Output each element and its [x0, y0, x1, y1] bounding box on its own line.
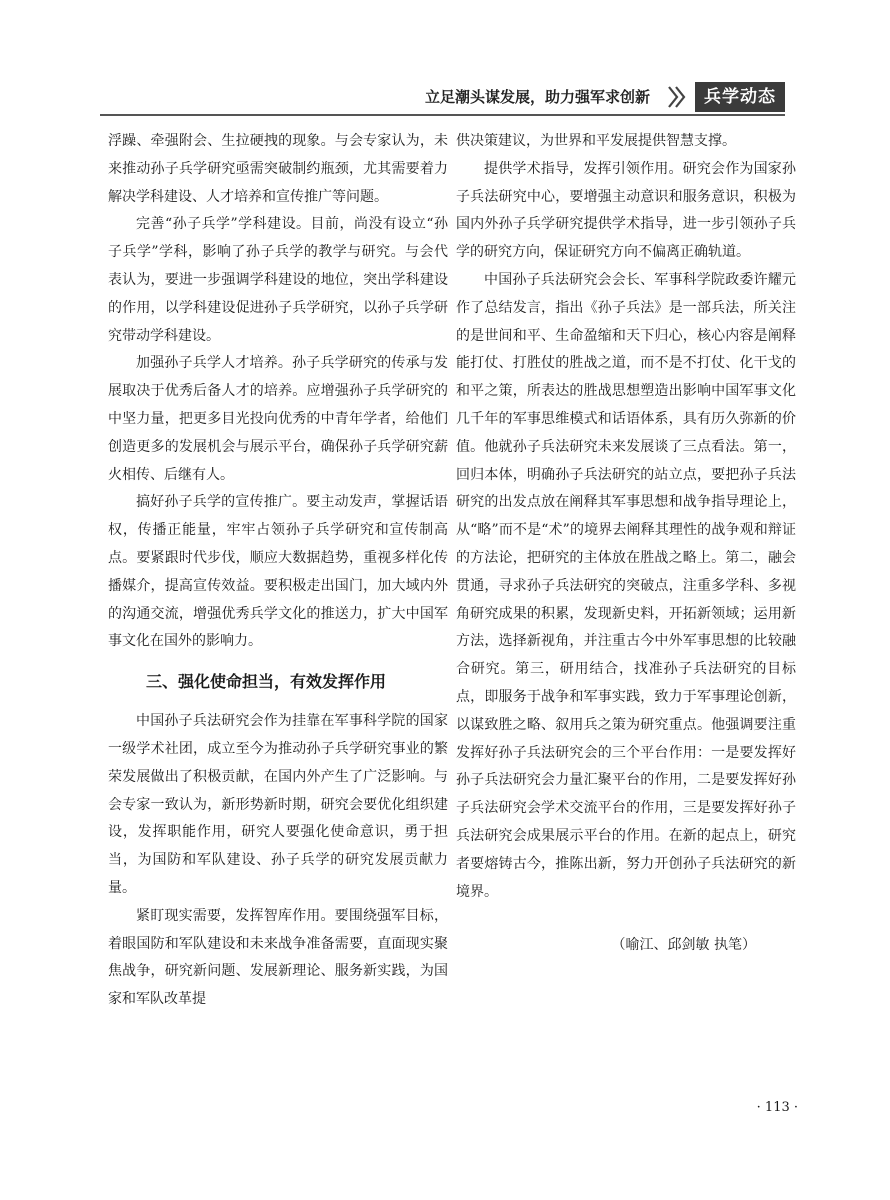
paragraph: 中国孙子兵法研究会会长、军事科学院政委许耀元作了总结发言，指出《孙子兵法》是一部兵法，所关注的是世间和平、生命盈缩和天下归心，核心内容是阐释能打仗、打胜仗的胜战之道，而不是不打仗、化干戈的和平之策，所表达的胜战思想塑造出影响中国军事文化几千年的军事思维模式和话语体系，具有历久弥新的价值。他就孙子兵法研究未来发展谈了三点看法。第一，回归本体，明确孙子兵法研究的站立点，要把孙子兵法研究的出发点放在阐释其军事思想和战争指导理论上，从“略”而不是“术”的境界去阐释其理性的战争观和辩证的方法论，把研究的主体放在胜战之略上。第二，融会贯通，寻求孙子兵法研究的突破点，注重多学科、多视角研究成果的积累，发现新史料，开拓新领域；运用新方法，选择新视角，并注重古今中外军事思想的比较融合研究。第三，研用结合，找准孙子兵法研究的目标点，即服务于战争和军事实践，致力于军事理论创新，以谋致胜之略、叙用兵之策为研究重点。他强调要注重发挥好孙子兵法研究会的三个平台作用：一是要发挥好孙子兵法研究会力量汇聚平台的作用，二是要发挥好孙子兵法研究会学术交流平台的作用，三是要发挥好孙子兵法研究会成果展示平台的作用。在新的起点上，研究者要熔铸古今，推陈出新，努力开创孙子兵法研究的新境界。	[456, 271, 796, 900]
header-slogan: 立足潮头谋发展，助力强军求创新	[424, 88, 650, 106]
paragraph: 完善“孙子兵学”学科建设。目前，尚没有设立“孙子兵学”学科，影响了孙子兵学的教学与研究。与会代表认为，要进一步强调学科建设的地位，突出学科建设的作用，以学科建设促进孙子兵学研究，以孙子兵学研究带动学科建设。	[108, 216, 448, 344]
right-column	[456, 128, 796, 960]
paragraph: 加强孙子兵学人才培养。孙子兵学研究的传承与发展取决于优秀后备人才的培养。应增强孙子兵学研究的中坚力量，把更多目光投向优秀的中青年学者，给他们创造更多的发展机会与展示平台，确保孙子兵学研究薪火相传、后继有人。	[108, 355, 448, 483]
section-heading: 三、强化使命担当，有效发挥作用	[146, 672, 387, 692]
running-header	[100, 82, 785, 112]
paragraph: 搞好孙子兵学的宣传推广。要主动发声，掌握话语权，传播正能量，牢牢占领孙子兵学研究和宣传制高点。要紧跟时代步伐，顺应大数据趋势，重视多样化传播媒介，提高宣传效益。要积极走出国门，加大域内外的沟通交流，增强优秀兵学文化的推送力，扩大中国军事文化在国外的影响力。	[108, 494, 448, 650]
section-label: 兵学动态	[695, 82, 785, 112]
paragraph: 供决策建议，为世界和平发展提供智慧支撑。	[456, 133, 736, 149]
byline: （喻江、邱剑敏 执笔）	[611, 937, 756, 954]
paragraph: 中国孙子兵法研究会作为挂靠在军事科学院的国家一级学术社团，成立至今为推动孙子兵学研究事业的繁荣发展做出了积极贡献，在国内外产生了广泛影响。与会专家一致认为，新形势新时期，研究会要优化组织建设，发挥职能作用，研究人要强化使命意识，勇于担当，为国防和军队建设、孙子兵学的研究发展贡献力量。	[108, 713, 448, 896]
double-chevron-right-icon	[665, 85, 689, 109]
paragraph: 紧盯现实需要，发挥智库作用。要围绕强军目标，着眼国防和军队建设和未来战争准备需要，直面现实聚焦战争，研究新问题、发展新理论、服务新实践，为国家和军队改革提	[108, 907, 448, 1008]
left-column	[108, 128, 448, 1014]
paragraph: 浮躁、牵强附会、生拉硬拽的现象。与会专家认为，未来推动孙子兵学研究亟需突破制约瓶颈，尤其需要着力解决学科建设、人才培养和宣传推广等问题。	[108, 133, 448, 205]
page-number: · 113 ·	[756, 1100, 798, 1115]
header-divider	[100, 114, 785, 116]
paragraph: 提供学术指导，发挥引领作用。研究会作为国家孙子兵法研究中心，要增强主动意识和服务意识，积极为国内外孙子兵学研究提供学术指导，进一步引领孙子兵学的研究方向，保证研究方向不偏离正确轨道。	[456, 160, 796, 261]
